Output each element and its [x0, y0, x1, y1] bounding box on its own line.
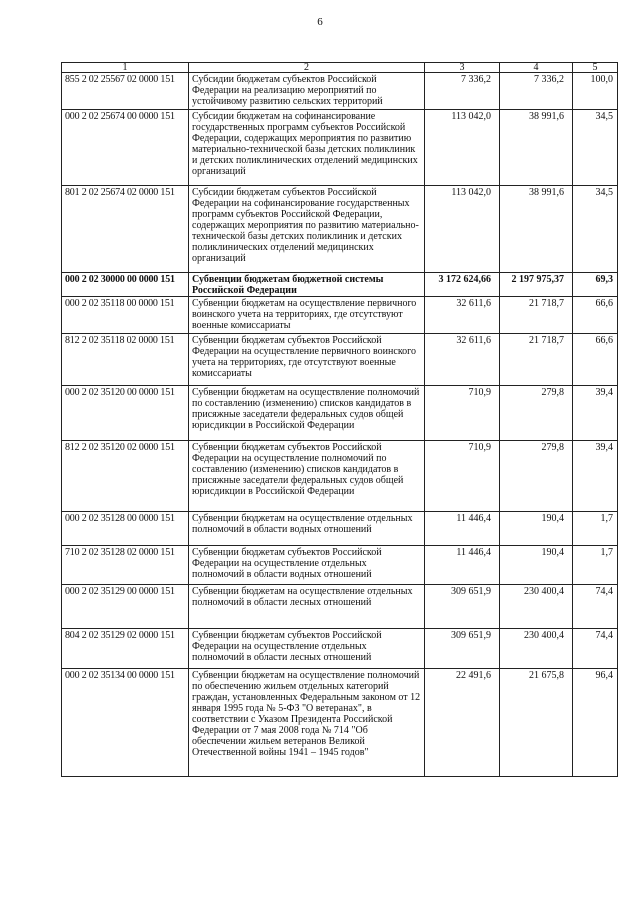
row-percent: 96,4 — [573, 669, 618, 777]
table-row — [62, 585, 618, 629]
row-plan-amount: 710,9 — [425, 441, 500, 512]
row-fact-amount: 190,4 — [500, 546, 573, 585]
row-percent: 1,7 — [573, 512, 618, 546]
row-name: Субсидии бюджетам на софинансирование государственных программ субъектов Российской Федерации, содержащих мероприятия по развитию материально-технической базы детских поликлиник и детских поликлинических отделений медицинских организаций — [189, 110, 425, 186]
header-col-2: 2 — [189, 63, 425, 73]
row-plan-amount: 32 611,6 — [425, 297, 500, 334]
row-fact-amount: 38 991,6 — [500, 186, 573, 273]
row-code: 000 2 02 35120 00 0000 151 — [62, 386, 189, 441]
row-code: 855 2 02 25567 02 0000 151 — [62, 73, 189, 110]
header-col-3: 3 — [425, 63, 500, 73]
row-percent: 66,6 — [573, 334, 618, 386]
row-name: Субвенции бюджетам на осуществление полномочий по обеспечению жильем отдельных категорий граждан, установленных Федеральным законом от 12 января 1995 года № 5-ФЗ "О ветеранах", в соответствии с Указом Президента Российской Федерации от 7 мая 2008 года № 714 "Об обеспечении жильем ветеранов Великой Отечественной войны 1941 – 1945 годов" — [189, 669, 425, 777]
table-row — [62, 273, 618, 297]
table-row — [62, 441, 618, 512]
row-percent: 74,4 — [573, 585, 618, 629]
row-percent: 66,6 — [573, 297, 618, 334]
table-header-row — [62, 63, 618, 73]
row-fact-amount: 230 400,4 — [500, 585, 573, 629]
row-plan-amount: 11 446,4 — [425, 546, 500, 585]
row-fact-amount: 2 197 975,37 — [500, 273, 573, 297]
row-code: 812 2 02 35120 02 0000 151 — [62, 441, 189, 512]
row-name: Субвенции бюджетам на осуществление отдельных полномочий в области водных отношений — [189, 512, 425, 546]
row-percent: 34,5 — [573, 110, 618, 186]
row-code: 000 2 02 35128 00 0000 151 — [62, 512, 189, 546]
row-name: Субвенции бюджетам бюджетной системы Российской Федерации — [189, 273, 425, 297]
row-fact-amount: 279,8 — [500, 386, 573, 441]
table-row — [62, 386, 618, 441]
header-col-4: 4 — [500, 63, 573, 73]
row-code: 710 2 02 35128 02 0000 151 — [62, 546, 189, 585]
row-plan-amount: 113 042,0 — [425, 186, 500, 273]
row-code: 812 2 02 35118 02 0000 151 — [62, 334, 189, 386]
row-percent: 39,4 — [573, 386, 618, 441]
table-row — [62, 334, 618, 386]
row-percent: 1,7 — [573, 546, 618, 585]
table-row — [62, 512, 618, 546]
table-row — [62, 629, 618, 669]
page-number: 6 — [317, 16, 323, 28]
row-plan-amount: 32 611,6 — [425, 334, 500, 386]
row-name: Субвенции бюджетам субъектов Российской Федерации на осуществление отдельных полномочий в области водных отношений — [189, 546, 425, 585]
row-plan-amount: 11 446,4 — [425, 512, 500, 546]
row-code: 000 2 02 35129 00 0000 151 — [62, 585, 189, 629]
table-row — [62, 73, 618, 110]
row-fact-amount: 279,8 — [500, 441, 573, 512]
row-plan-amount: 309 651,9 — [425, 585, 500, 629]
row-plan-amount: 710,9 — [425, 386, 500, 441]
header-col-5: 5 — [573, 63, 618, 73]
table-row — [62, 546, 618, 585]
row-percent: 69,3 — [573, 273, 618, 297]
row-name: Субвенции бюджетам субъектов Российской Федерации на осуществление первичного воинского учета на территориях, где отсутствуют военные комиссариаты — [189, 334, 425, 386]
row-name: Субвенции бюджетам субъектов Российской Федерации на осуществление полномочий по составлению (изменению) списков кандидатов в присяжные заседатели федеральных судов общей юрисдикции в Российской Федерации — [189, 441, 425, 512]
row-code: 000 2 02 25674 00 0000 151 — [62, 110, 189, 186]
row-name: Субсидии бюджетам субъектов Российской Федерации на реализацию мероприятий по устойчивому развитию сельских территорий — [189, 73, 425, 110]
row-code: 804 2 02 35129 02 0000 151 — [62, 629, 189, 669]
table-row — [62, 297, 618, 334]
row-code: 000 2 02 30000 00 0000 151 — [62, 273, 189, 297]
row-percent: 39,4 — [573, 441, 618, 512]
table-row — [62, 186, 618, 273]
header-col-1: 1 — [62, 63, 189, 73]
row-percent: 34,5 — [573, 186, 618, 273]
row-percent: 100,0 — [573, 73, 618, 110]
row-fact-amount: 21 675,8 — [500, 669, 573, 777]
row-plan-amount: 22 491,6 — [425, 669, 500, 777]
row-fact-amount: 7 336,2 — [500, 73, 573, 110]
row-fact-amount: 21 718,7 — [500, 297, 573, 334]
row-fact-amount: 38 991,6 — [500, 110, 573, 186]
budget-table — [61, 62, 618, 777]
row-plan-amount: 7 336,2 — [425, 73, 500, 110]
table-row — [62, 669, 618, 777]
row-code: 801 2 02 25674 02 0000 151 — [62, 186, 189, 273]
row-code: 000 2 02 35118 00 0000 151 — [62, 297, 189, 334]
row-percent: 74,4 — [573, 629, 618, 669]
row-name: Субвенции бюджетам на осуществление отдельных полномочий в области лесных отношений — [189, 585, 425, 629]
row-fact-amount: 21 718,7 — [500, 334, 573, 386]
row-name: Субсидии бюджетам субъектов Российской Федерации на софинансирование государственных программ субъектов Российской Федерации, содержащих мероприятия по развитию материально-технической базы детских поликлиник и детских поликлинических отделений медицинских организаций — [189, 186, 425, 273]
row-name: Субвенции бюджетам субъектов Российской Федерации на осуществление отдельных полномочий в области лесных отношений — [189, 629, 425, 669]
row-code: 000 2 02 35134 00 0000 151 — [62, 669, 189, 777]
row-plan-amount: 3 172 624,66 — [425, 273, 500, 297]
row-fact-amount: 190,4 — [500, 512, 573, 546]
table-row — [62, 110, 618, 186]
row-plan-amount: 309 651,9 — [425, 629, 500, 669]
row-name: Субвенции бюджетам на осуществление первичного воинского учета на территориях, где отсутствуют военные комиссариаты — [189, 297, 425, 334]
row-name: Субвенции бюджетам на осуществление полномочий по составлению (изменению) списков кандидатов в присяжные заседатели федеральных судов общей юрисдикции в Российской Федерации — [189, 386, 425, 441]
row-fact-amount: 230 400,4 — [500, 629, 573, 669]
row-plan-amount: 113 042,0 — [425, 110, 500, 186]
